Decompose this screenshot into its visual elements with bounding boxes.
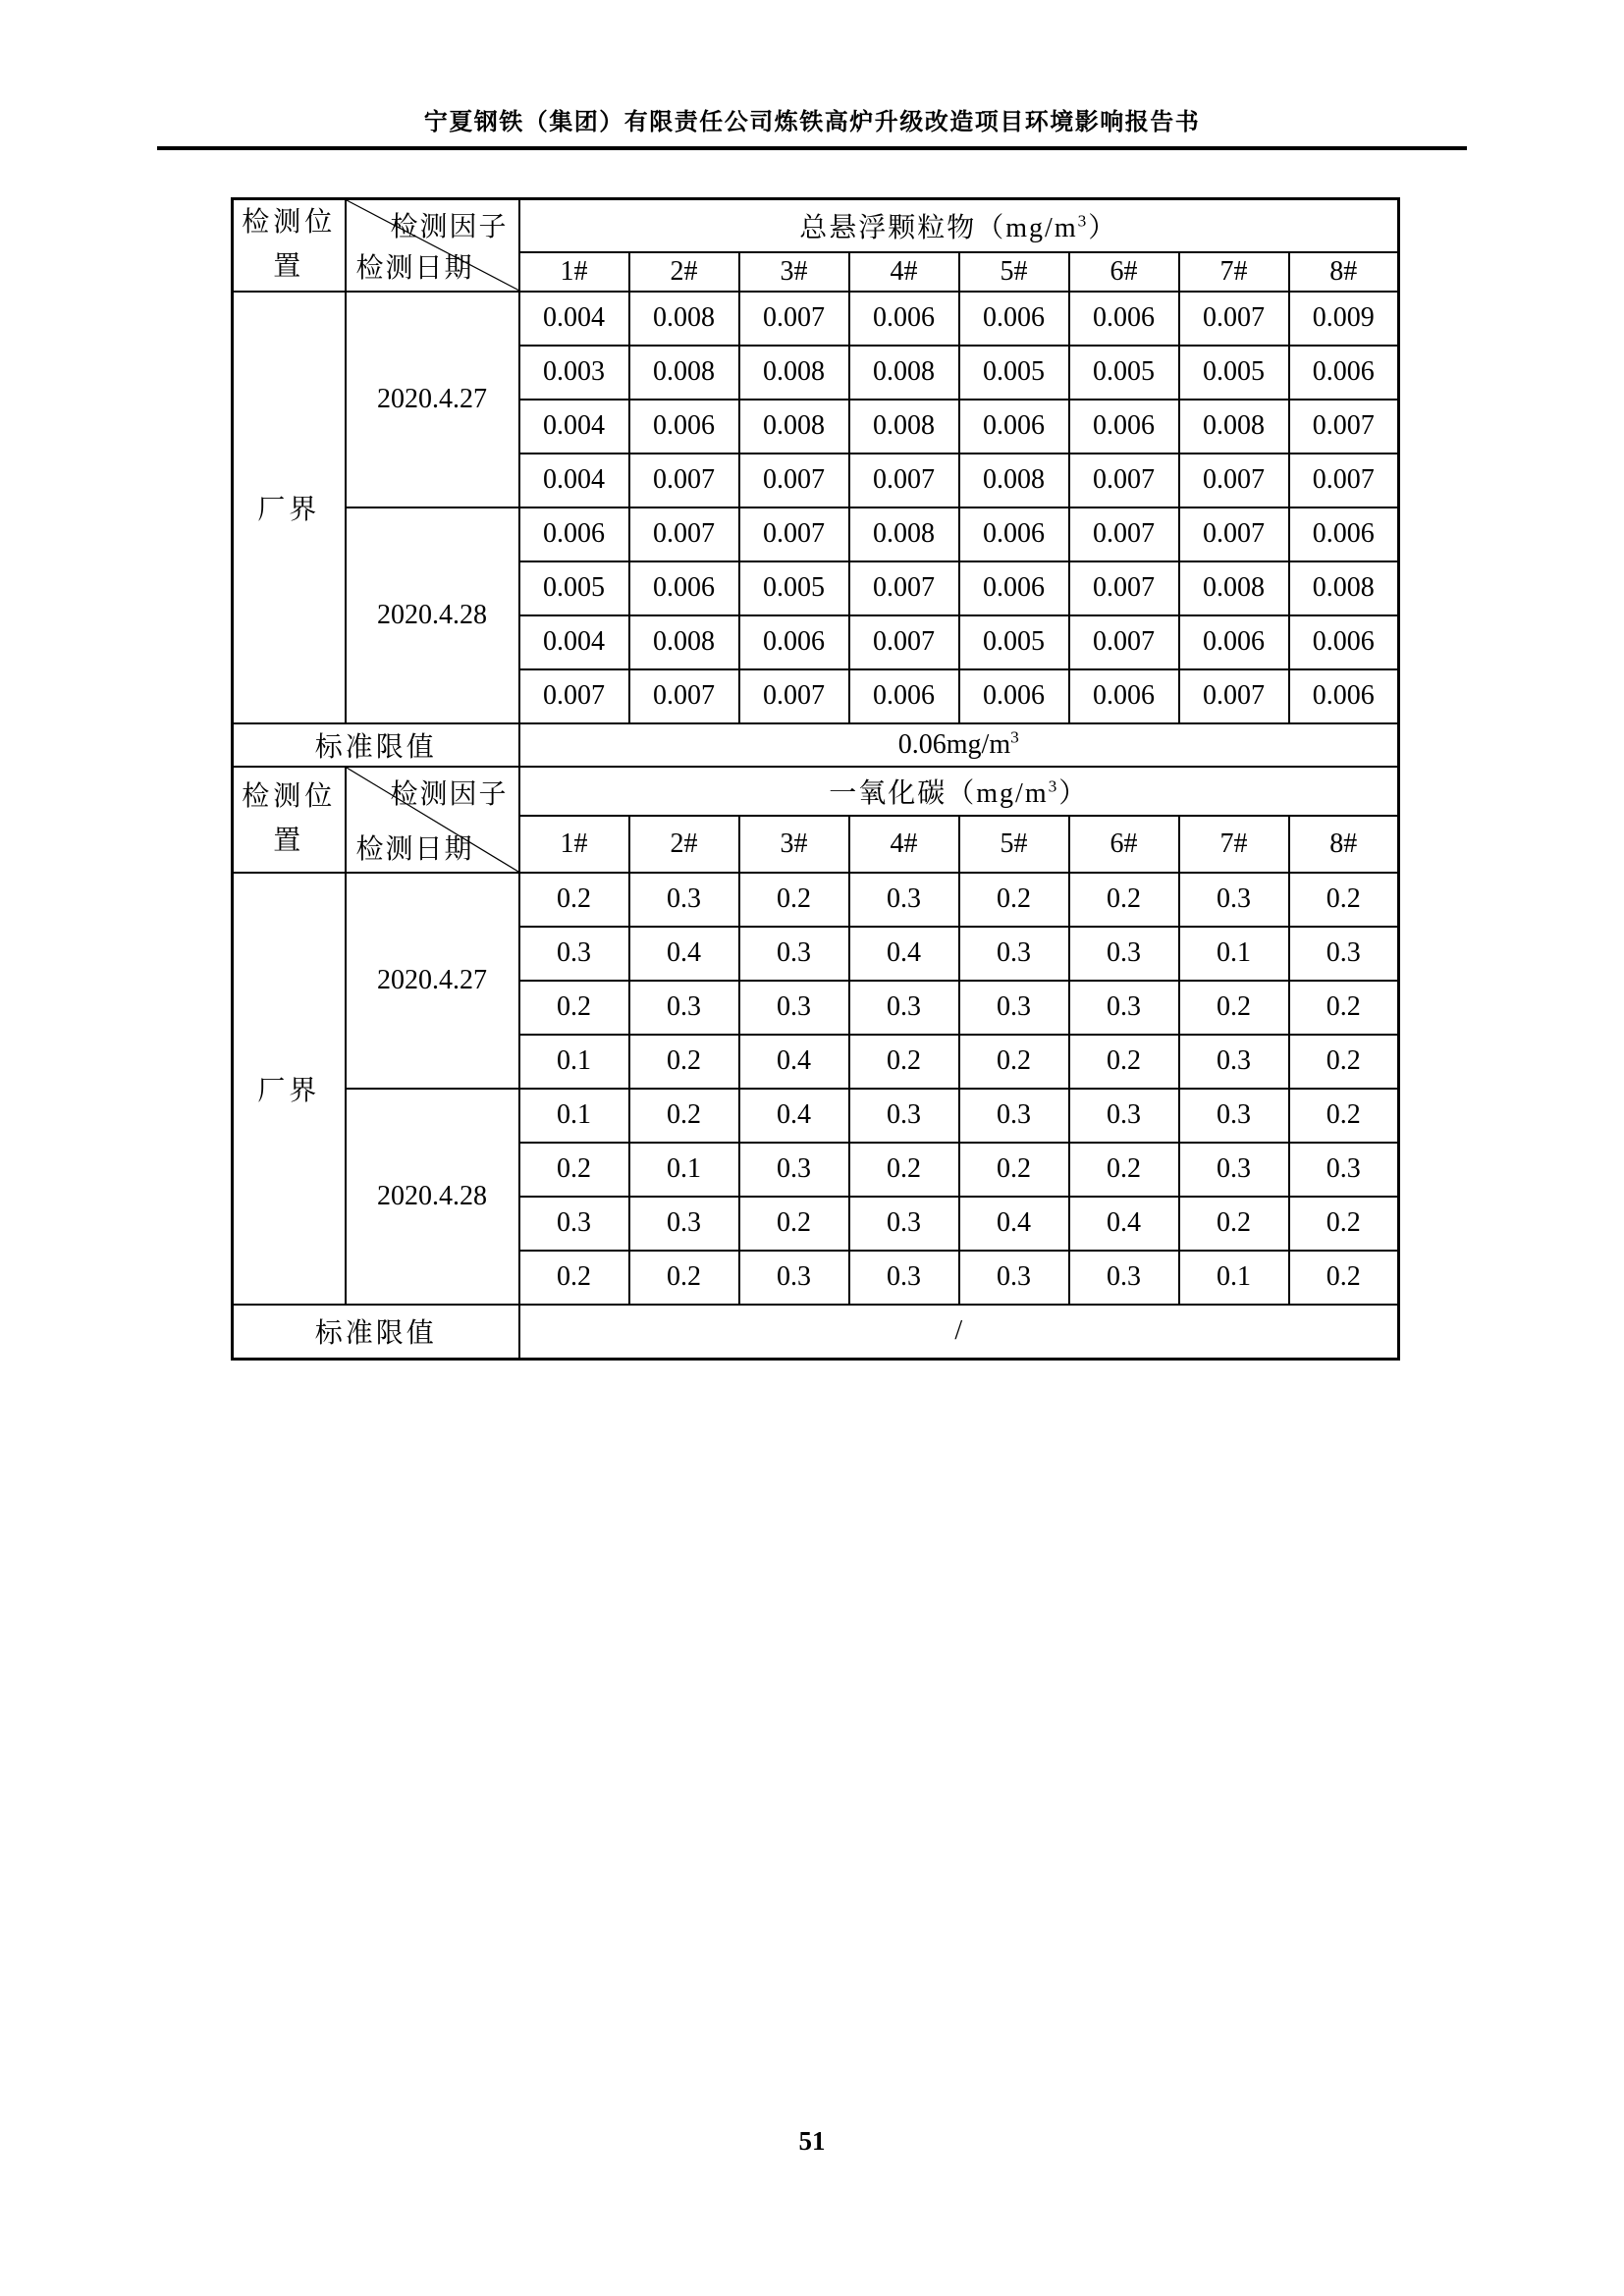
monitoring-data-table	[231, 197, 1400, 1361]
value-cell: 0.007	[1069, 615, 1179, 669]
value-cell: 0.008	[959, 454, 1069, 507]
value-cell: 0.2	[629, 1035, 739, 1089]
station-header-cell: 5#	[959, 816, 1069, 873]
value-cell: 0.007	[1069, 454, 1179, 507]
value-cell: 0.2	[1069, 1143, 1179, 1197]
date-cell: 2020.4.28	[346, 507, 519, 723]
location-header-cell: 检测位置	[233, 199, 346, 292]
value-cell: 0.4	[849, 927, 959, 981]
value-cell: 0.004	[519, 292, 629, 346]
pollutant-unit-prefix: （mg/m	[976, 212, 1078, 243]
value-cell: 0.007	[1289, 454, 1399, 507]
data-row	[233, 1089, 1399, 1143]
value-cell: 0.3	[1179, 1143, 1289, 1197]
value-cell: 0.3	[1289, 1143, 1399, 1197]
page-number: 51	[798, 2126, 826, 2156]
value-cell: 0.4	[629, 927, 739, 981]
location-header-cell: 检测位置	[233, 767, 346, 873]
value-cell: 0.2	[1289, 1089, 1399, 1143]
value-cell: 0.006	[1069, 292, 1179, 346]
value-cell: 0.006	[519, 507, 629, 561]
limit-value-cell	[519, 1305, 1399, 1360]
value-cell: 0.005	[1179, 346, 1289, 400]
station-header-cell: 8#	[1289, 252, 1399, 292]
limit-value-sup: 3	[1010, 727, 1019, 747]
value-cell: 0.008	[629, 615, 739, 669]
value-cell: 0.008	[739, 346, 849, 400]
value-cell: 0.1	[519, 1089, 629, 1143]
value-cell: 0.2	[519, 873, 629, 927]
table-header-row	[233, 767, 1399, 816]
value-cell: 0.3	[1179, 873, 1289, 927]
pollutant-name: 一氧化碳	[829, 777, 947, 809]
value-cell: 0.1	[1179, 1251, 1289, 1305]
pollutant-unit-prefix: （mg/m	[947, 777, 1049, 809]
value-cell: 0.008	[1179, 400, 1289, 454]
value-cell: 0.2	[849, 1143, 959, 1197]
station-header-cell: 1#	[519, 252, 629, 292]
value-cell: 0.2	[629, 1251, 739, 1305]
corner-date-label: 检测日期	[355, 833, 474, 865]
station-header-cell: 2#	[629, 816, 739, 873]
value-cell: 0.006	[849, 669, 959, 723]
value-cell: 0.4	[1069, 1197, 1179, 1251]
value-cell: 0.008	[1289, 561, 1399, 615]
diagonal-header-cell	[346, 199, 519, 292]
value-cell: 0.3	[629, 981, 739, 1035]
station-header-cell: 2#	[629, 252, 739, 292]
value-cell: 0.006	[1289, 507, 1399, 561]
value-cell: 0.007	[849, 454, 959, 507]
value-cell: 0.007	[1179, 669, 1289, 723]
value-cell: 0.007	[1289, 400, 1399, 454]
value-cell: 0.006	[629, 400, 739, 454]
value-cell: 0.3	[849, 981, 959, 1035]
value-cell: 0.008	[849, 400, 959, 454]
value-cell: 0.007	[1069, 561, 1179, 615]
value-cell: 0.007	[519, 669, 629, 723]
value-cell: 0.1	[519, 1035, 629, 1089]
value-cell: 0.004	[519, 400, 629, 454]
value-cell: 0.3	[849, 1197, 959, 1251]
value-cell: 0.3	[1179, 1035, 1289, 1089]
limit-value-text: /	[954, 1315, 963, 1347]
value-cell: 0.2	[959, 1143, 1069, 1197]
value-cell: 0.008	[849, 346, 959, 400]
limit-value-text: 0.06mg/m	[897, 728, 1011, 760]
value-cell: 0.005	[1069, 346, 1179, 400]
value-cell: 0.007	[849, 615, 959, 669]
value-cell: 0.3	[1289, 927, 1399, 981]
pollutant-title-cell	[519, 199, 1399, 252]
value-cell: 0.007	[739, 669, 849, 723]
value-cell: 0.005	[959, 615, 1069, 669]
value-cell: 0.007	[1179, 454, 1289, 507]
value-cell: 0.3	[959, 1251, 1069, 1305]
value-cell: 0.003	[519, 346, 629, 400]
value-cell: 0.3	[1069, 1251, 1179, 1305]
value-cell: 0.2	[849, 1035, 959, 1089]
value-cell: 0.2	[739, 1197, 849, 1251]
value-cell: 0.3	[849, 873, 959, 927]
value-cell: 0.007	[629, 454, 739, 507]
station-header-cell: 4#	[849, 252, 959, 292]
value-cell: 0.2	[1289, 1251, 1399, 1305]
value-cell: 0.3	[739, 1251, 849, 1305]
station-header-cell: 5#	[959, 252, 1069, 292]
value-cell: 0.007	[1179, 292, 1289, 346]
value-cell: 0.3	[849, 1089, 959, 1143]
limit-label-cell: 标准限值	[233, 723, 519, 767]
value-cell: 0.007	[629, 507, 739, 561]
limit-row	[233, 723, 1399, 767]
value-cell: 0.006	[849, 292, 959, 346]
value-cell: 0.009	[1289, 292, 1399, 346]
value-cell: 0.006	[959, 292, 1069, 346]
station-header-cell: 4#	[849, 816, 959, 873]
corner-date-label: 检测日期	[355, 252, 474, 284]
value-cell: 0.4	[739, 1035, 849, 1089]
data-row	[233, 873, 1399, 927]
value-cell: 0.004	[519, 454, 629, 507]
value-cell: 0.007	[1069, 507, 1179, 561]
value-cell: 0.006	[1289, 615, 1399, 669]
pollutant-unit-suffix: ）	[1088, 212, 1118, 243]
value-cell: 0.008	[849, 507, 959, 561]
value-cell: 0.006	[1289, 346, 1399, 400]
value-cell: 0.007	[739, 292, 849, 346]
value-cell: 0.3	[629, 873, 739, 927]
value-cell: 0.4	[739, 1089, 849, 1143]
location-cell: 厂界	[233, 873, 346, 1305]
data-row	[233, 507, 1399, 561]
pollutant-unit-suffix: ）	[1058, 777, 1089, 809]
corner-factor-label: 检测因子	[390, 212, 509, 242]
value-cell: 0.3	[739, 981, 849, 1035]
value-cell: 0.008	[629, 346, 739, 400]
value-cell: 0.4	[959, 1197, 1069, 1251]
value-cell: 0.2	[739, 873, 849, 927]
value-cell: 0.006	[959, 400, 1069, 454]
station-header-cell: 6#	[1069, 816, 1179, 873]
limit-label-cell: 标准限值	[233, 1305, 519, 1360]
value-cell: 0.2	[1069, 1035, 1179, 1089]
value-cell: 0.007	[1179, 507, 1289, 561]
limit-row	[233, 1305, 1399, 1360]
date-cell: 2020.4.27	[346, 292, 519, 507]
limit-value-cell	[519, 723, 1399, 767]
data-row	[233, 292, 1399, 346]
value-cell: 0.2	[1289, 1197, 1399, 1251]
value-cell: 0.007	[629, 669, 739, 723]
value-cell: 0.3	[959, 981, 1069, 1035]
date-cell: 2020.4.27	[346, 873, 519, 1089]
value-cell: 0.2	[519, 1143, 629, 1197]
value-cell: 0.006	[1069, 669, 1179, 723]
header-rule	[157, 146, 1467, 150]
pollutant-unit-sup: 3	[1048, 776, 1059, 796]
value-cell: 0.006	[959, 669, 1069, 723]
value-cell: 0.2	[959, 873, 1069, 927]
station-header-cell: 6#	[1069, 252, 1179, 292]
station-header-cell: 3#	[739, 252, 849, 292]
value-cell: 0.006	[629, 561, 739, 615]
table-header-row	[233, 199, 1399, 252]
value-cell: 0.3	[1069, 927, 1179, 981]
value-cell: 0.007	[739, 454, 849, 507]
diagonal-header-cell	[346, 767, 519, 873]
value-cell: 0.2	[959, 1035, 1069, 1089]
value-cell: 0.2	[1179, 981, 1289, 1035]
date-cell: 2020.4.28	[346, 1089, 519, 1305]
value-cell: 0.2	[1289, 981, 1399, 1035]
value-cell: 0.3	[849, 1251, 959, 1305]
value-cell: 0.2	[1289, 1035, 1399, 1089]
report-header-title: 宁夏钢铁（集团）有限责任公司炼铁高炉升级改造项目环境影响报告书	[423, 110, 1201, 135]
value-cell: 0.007	[739, 507, 849, 561]
value-cell: 0.008	[739, 400, 849, 454]
pollutant-unit-sup: 3	[1077, 211, 1089, 231]
station-header-cell: 7#	[1179, 252, 1289, 292]
value-cell: 0.005	[739, 561, 849, 615]
value-cell: 0.3	[739, 1143, 849, 1197]
value-cell: 0.3	[1069, 1089, 1179, 1143]
value-cell: 0.3	[1179, 1089, 1289, 1143]
value-cell: 0.3	[959, 1089, 1069, 1143]
pollutant-title-cell	[519, 767, 1399, 816]
value-cell: 0.3	[519, 1197, 629, 1251]
value-cell: 0.2	[1179, 1197, 1289, 1251]
location-cell: 厂界	[233, 292, 346, 723]
value-cell: 0.004	[519, 615, 629, 669]
value-cell: 0.005	[959, 346, 1069, 400]
station-header-cell: 8#	[1289, 816, 1399, 873]
station-header-cell: 1#	[519, 816, 629, 873]
value-cell: 0.005	[519, 561, 629, 615]
value-cell: 0.008	[629, 292, 739, 346]
value-cell: 0.2	[519, 981, 629, 1035]
value-cell: 0.006	[739, 615, 849, 669]
corner-factor-label: 检测因子	[390, 778, 509, 810]
value-cell: 0.006	[1069, 400, 1179, 454]
value-cell: 0.2	[629, 1089, 739, 1143]
value-cell: 0.006	[959, 507, 1069, 561]
station-header-cell: 3#	[739, 816, 849, 873]
value-cell: 0.3	[519, 927, 629, 981]
value-cell: 0.007	[849, 561, 959, 615]
value-cell: 0.2	[1069, 873, 1179, 927]
value-cell: 0.3	[629, 1197, 739, 1251]
value-cell: 0.3	[959, 927, 1069, 981]
value-cell: 0.006	[959, 561, 1069, 615]
value-cell: 0.3	[739, 927, 849, 981]
station-header-cell: 7#	[1179, 816, 1289, 873]
value-cell: 0.2	[1289, 873, 1399, 927]
value-cell: 0.006	[1179, 615, 1289, 669]
value-cell: 0.1	[1179, 927, 1289, 981]
value-cell: 0.1	[629, 1143, 739, 1197]
value-cell: 0.2	[519, 1251, 629, 1305]
value-cell: 0.3	[1069, 981, 1179, 1035]
value-cell: 0.008	[1179, 561, 1289, 615]
pollutant-name: 总悬浮颗粒物	[799, 212, 977, 243]
value-cell: 0.006	[1289, 669, 1399, 723]
